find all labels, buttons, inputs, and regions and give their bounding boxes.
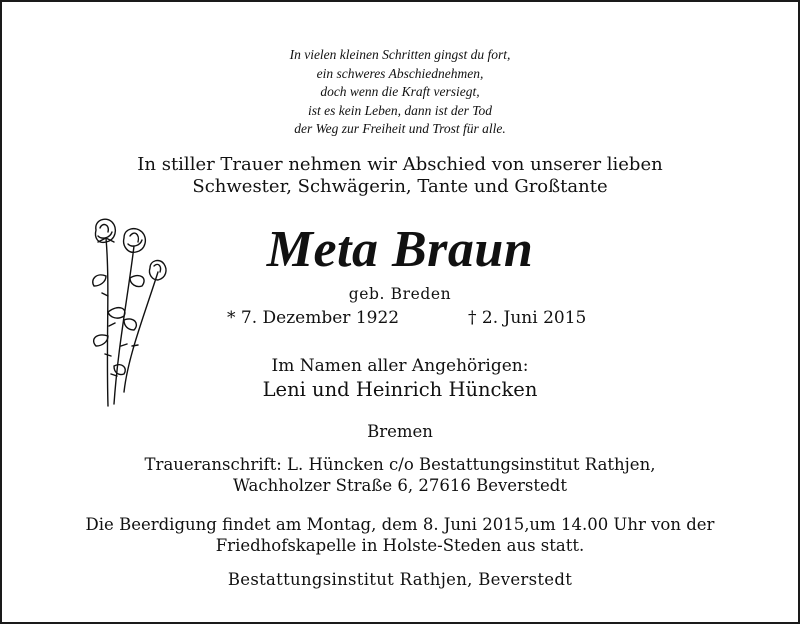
funeral-line-1: Die Beerdigung findet am Montag, dem 8. Juni 2015,um 14.00 Uhr von der	[85, 515, 715, 534]
death-date: † 2. Juni 2015	[468, 308, 587, 328]
funeral-line-2: Friedhofskapelle in Holste-Steden aus statt.	[215, 536, 585, 555]
deceased-name: Meta Braun	[266, 221, 534, 278]
birth-name: geb. Breden	[348, 285, 452, 303]
intro-text	[2, 154, 798, 198]
undertaker-name: Bestattungsinstitut Rathjen, Beverstedt	[227, 570, 573, 589]
birth-date: * 7. Dezember 1922	[227, 308, 400, 328]
intro-line-1: In stiller Trauer nehmen wir Abschied von unserer lieben	[137, 154, 663, 175]
address-line-2: Wachholzer Straße 6, 27616 Beverstedt	[233, 476, 567, 495]
poem-line: In vielen kleinen Schritten gingst du fort,	[289, 47, 511, 62]
poem-line: ist es kein Leben, dann ist der Tod	[308, 102, 492, 118]
on-behalf-line: Im Namen aller Angehörigen:	[271, 356, 529, 376]
address-line-1: Traueranschrift: L. Hüncken c/o Bestattungsinstitut Rathjen,	[144, 455, 656, 474]
poem-line: doch wenn die Kraft versiegt,	[320, 84, 480, 99]
poem-line: ein schweres Abschiednehmen,	[316, 65, 484, 81]
mourner-city: Bremen	[367, 422, 433, 441]
mourning-address	[2, 454, 798, 496]
memorial-poem	[2, 46, 798, 139]
poem-line: der Weg zur Freiheit und Trost für alle.	[294, 121, 506, 136]
funeral-info	[2, 514, 798, 556]
intro-line-2: Schwester, Schwägerin, Tante und Großtante	[192, 176, 608, 197]
mourner-names: Leni und Heinrich Hüncken	[262, 378, 538, 401]
